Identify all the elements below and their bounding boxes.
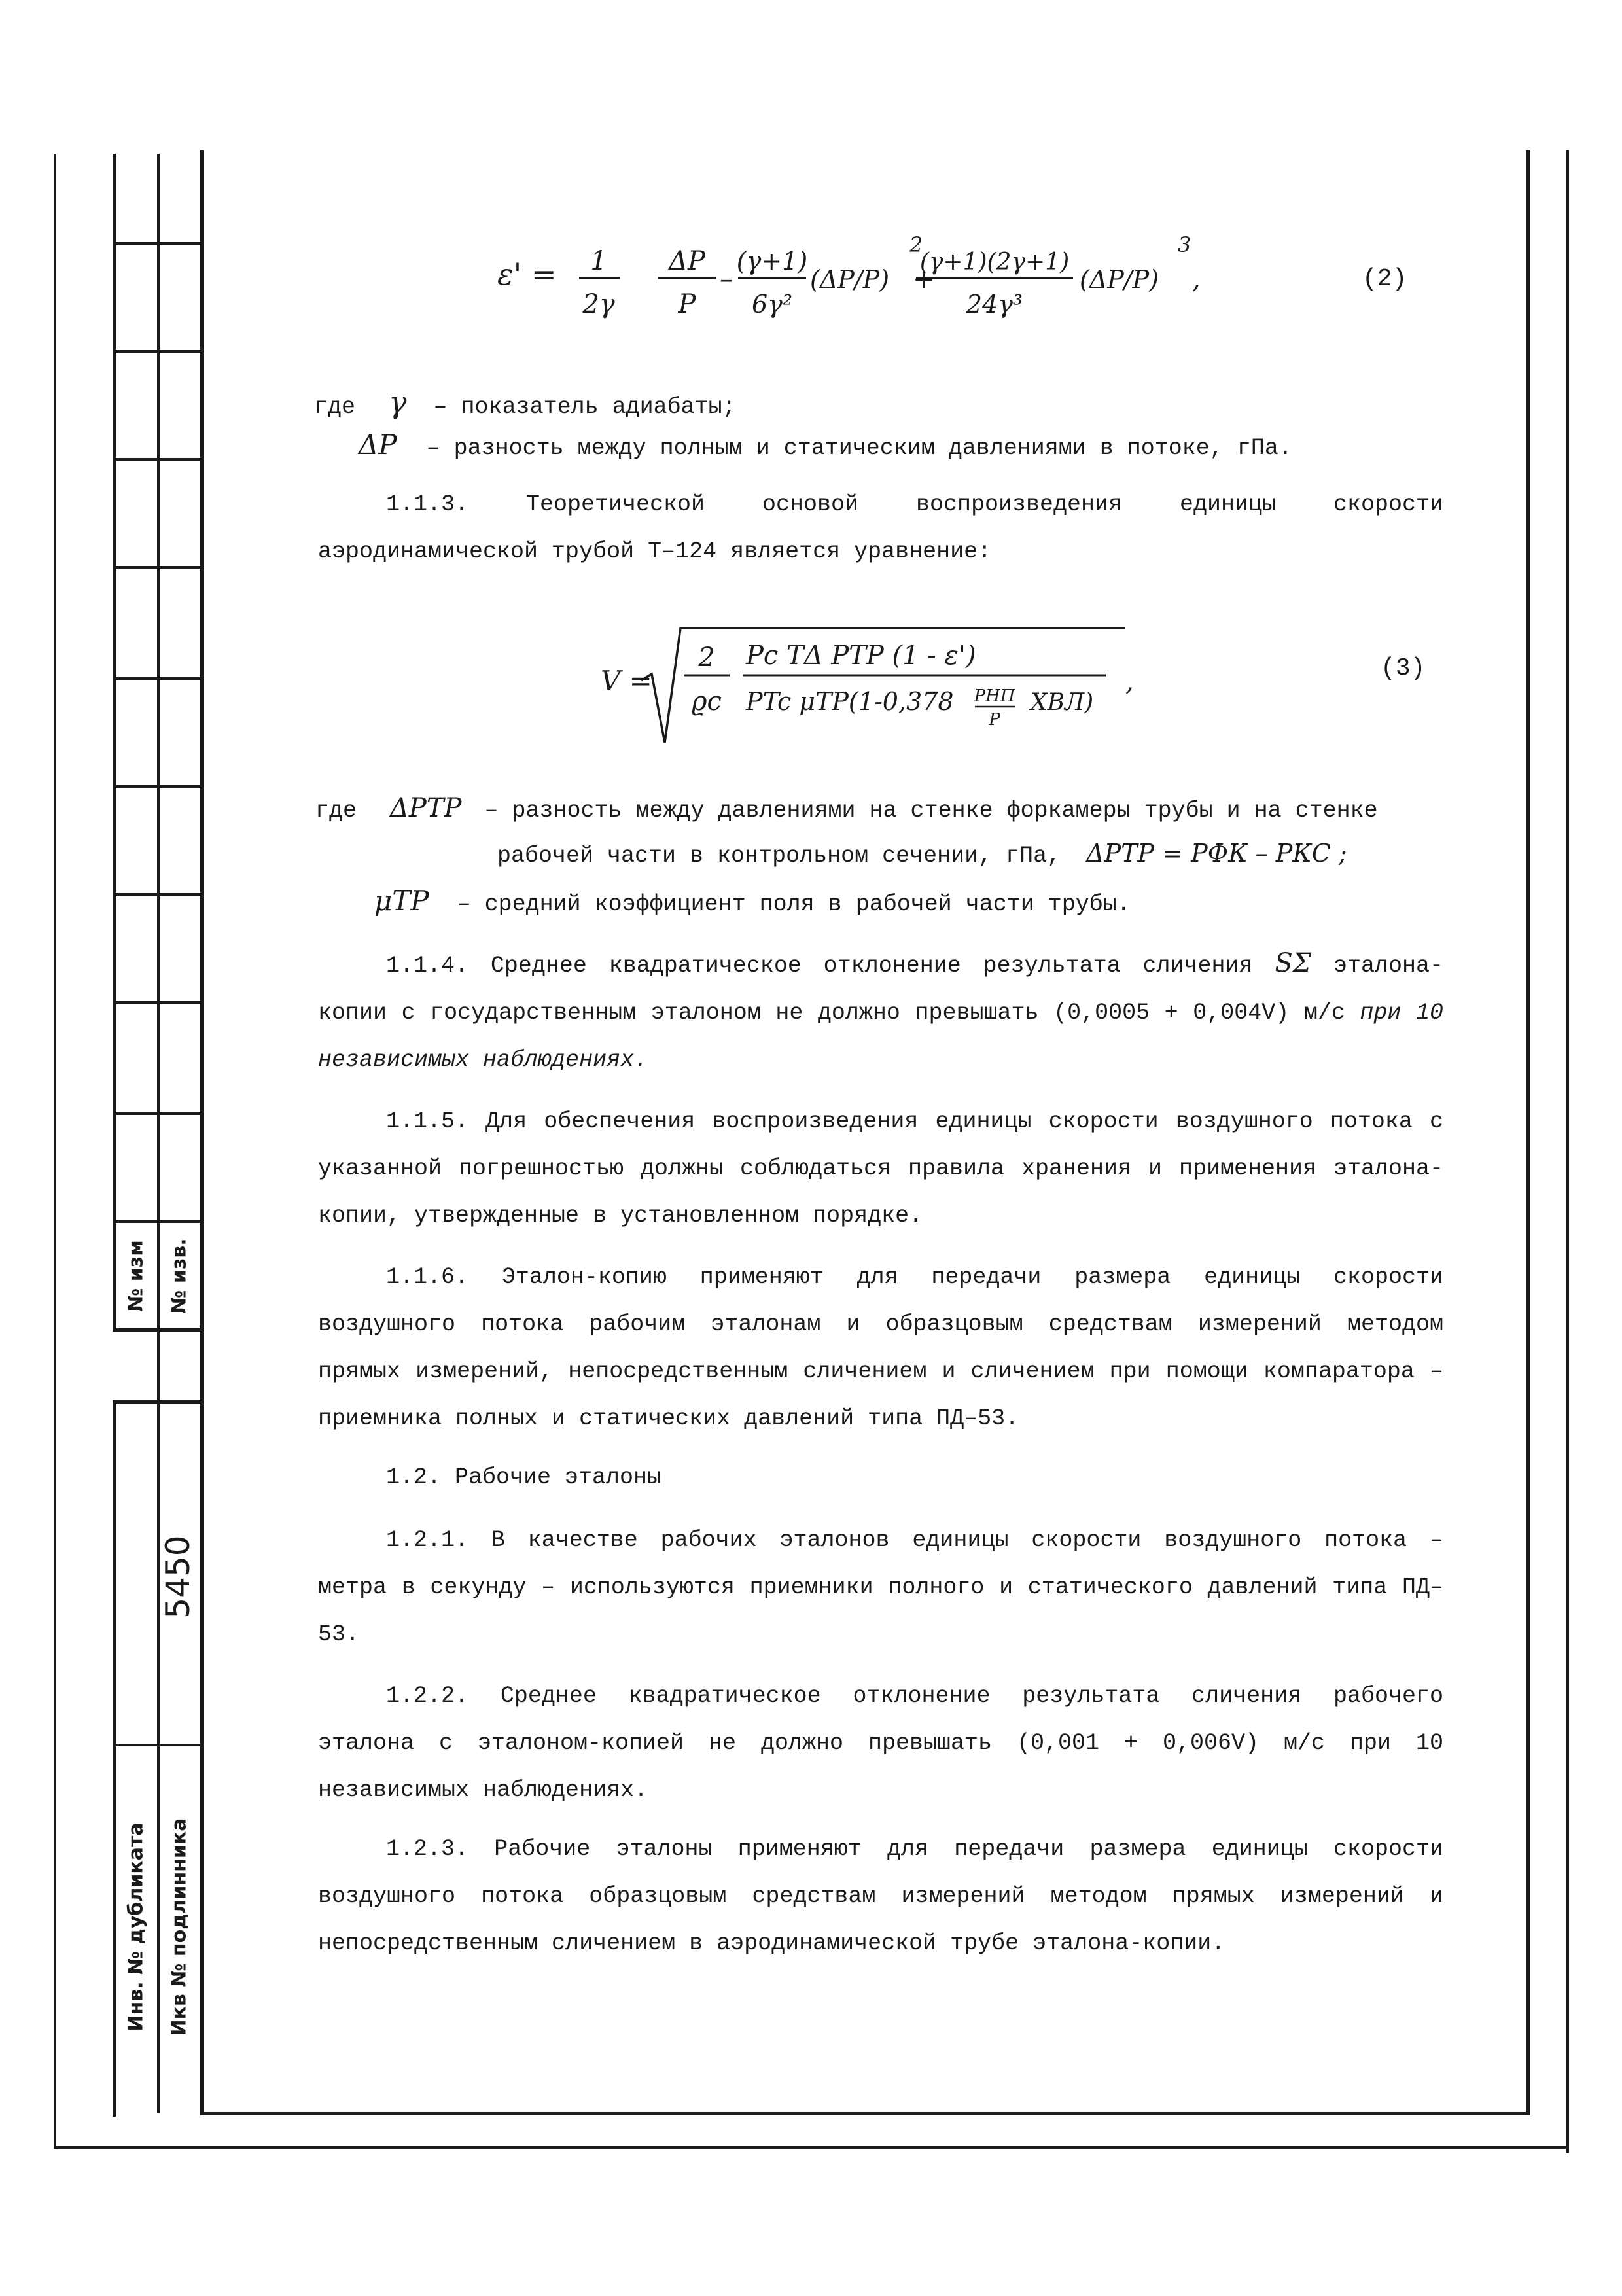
eq2-f2-num: ΔP (669, 246, 705, 276)
definition-gamma (314, 385, 736, 420)
paragraph-1-1-5: 1.1.5. Для обеспечения воспроизведения единицы скорости воздушного потока с указанной погрешностью должны соблюдаться правила хранения и применения эталона-копии, утвержденные в установленном порядке. (318, 1108, 1443, 1229)
def-prefix: где (314, 394, 356, 420)
delta-p-symbol: ΔP (359, 429, 397, 461)
eq2-plus: + (913, 264, 935, 294)
eq3-f1-num: 2 (698, 643, 715, 673)
def-text: рабочей части в контрольном сечении, гПа, (497, 843, 1061, 869)
eq2-term3-exp: 3 (1178, 232, 1191, 257)
equation-2 (497, 232, 1201, 319)
s-sigma-symbol: SΣ (1275, 948, 1312, 978)
eq3-lhs: V = (601, 665, 652, 697)
equation-3-number: (3) (1381, 654, 1426, 682)
eq3-f1-den: ϱc (692, 686, 722, 716)
eq2-f4-den: 24γ³ (966, 290, 1023, 319)
eq3-f3-den: P (989, 710, 1000, 730)
eq3-f2-den: PTc μТР(1-0,378 (746, 687, 954, 716)
def-text: – разность между полным и статическим давлениями в потоке, гПа. (426, 435, 1292, 461)
eq3-f2-den-tail: XВЛ) (1031, 689, 1094, 716)
def-text: – средний коэффициент поля в рабочей части трубы. (457, 891, 1131, 917)
paragraph-1-2-2: 1.2.2. Среднее квадратическое отклонение результата сличения рабочего эталона с эталоном-копией не должно превышать (0,001 + 0,006V) м/с при 10 независимых наблюдениях. (318, 1683, 1443, 1803)
paragraph-1-1-3: 1.1.3. Теоретической основой воспроизведения единицы скорости аэродинамической трубой Т–124 является уравнение: (318, 491, 1443, 565)
eq2-f3-den: 6γ² (751, 290, 793, 319)
definition-delta-p-tr-cont (497, 839, 1347, 869)
equation-2-number: (2) (1362, 265, 1407, 293)
paragraph-1-1-6: 1.1.6. Эталон-копию применяют для передачи размера единицы скорости воздушного потока рабочим эталонам и образцовым средствам измерений методом прямых измерений, непосредственным сличением и сличением при помощи компаратора – приемника полных и статических давлений типа ПД–53. (318, 1264, 1443, 1432)
eq2-term2-exp: 2 (909, 232, 923, 257)
delta-p-tr-symbol: ΔPТР (390, 793, 462, 823)
def-prefix: где (315, 798, 357, 824)
eq2-comma: , (1192, 264, 1201, 294)
eq2-f1-num: 1 (590, 246, 607, 276)
eq2-lhs: ε' = (497, 256, 557, 292)
eq3-f2-num: Pc TΔ PТР (1 - ε') (746, 641, 976, 671)
eq2-f4-num: (γ+1)(2γ+1) (919, 249, 1070, 275)
heading-1-2: 1.2. Рабочие эталоны (386, 1464, 661, 1491)
eq3-f3-num: PНП (974, 686, 1015, 706)
paragraph-1-2-3: 1.2.3. Рабочие эталоны применяют для передачи размера единицы скорости воздушного потока образцовым средствам измерений методом прямых измерений и непосредственным сличением в аэродинамической трубе эталона-копии. (318, 1836, 1443, 1956)
definition-mu-tr (374, 885, 1131, 917)
definition-delta-p (359, 429, 1292, 461)
mu-tr-symbol: μТР (374, 885, 429, 917)
p114-text-b: эталона-копии с государственным эталоном не должно превышать (0,0005 + 0,004V) м/с (318, 953, 1443, 1026)
definition-delta-p-tr (315, 793, 1378, 824)
eq3-comma: , (1125, 667, 1134, 697)
eq2-term2-base: (ΔP/P) (810, 265, 890, 294)
gamma-symbol: γ (389, 385, 407, 420)
paragraph-1-1-4 (318, 940, 1443, 1084)
eq2-f2-den: P (678, 289, 696, 319)
equation-3 (601, 628, 1134, 743)
p114-text-a: 1.1.4. Среднее квадратическое отклонение результата сличения (386, 953, 1253, 979)
paragraph-1-2-1: 1.2.1. В качестве рабочих эталонов единицы скорости воздушного потока – метра в секунду – используются приемники полного и статического давлений типа ПД–53. (318, 1527, 1443, 1648)
def-text: – показатель адиабаты; (433, 394, 736, 420)
delta-p-tr-formula: ΔPТР = PФК – PКС ; (1086, 839, 1347, 868)
eq2-minus: – (720, 264, 733, 294)
eq2-term3-base: (ΔP/P) (1080, 265, 1159, 294)
document-page: № изм № изв. 5450 Инв. № дубликата Икв № подлинника ε' = 1 2γ ΔP P – (γ+1) 6γ² (ΔP/P) 2 + (γ+1)(2γ+1) 24γ³ (ΔP/P) 3 , V = 2 ϱc Pc TΔ PТР (1 - ε') PTc μТР(1-0,378 PНП P XВЛ) , (2) (3) где γ – показатель адиабаты; ΔP – разность между полным и статическим давлениями в потоке, гПа. 1.1.3. Теоретической основой воспроизведения единицы скорости аэродинамической трубой Т–124 является уравнение: где ΔPТР – разность между давлениями на стенке форкамеры трубы и на стенке рабочей части в контрольном сечении, гПа, ΔPТР = PФК – PКС ; μТР – средний коэффициент поля в рабочей части трубы. 1.1.4. Среднее квадратическое отклонение результата сличения SΣ эталона-копии с государственным эталоном не должно превышать (0,0005 + 0,004V) м/с при 10 независимых наблюдениях. 1.1.5. Для обеспечения воспроизведения единицы скорости воздушного потока с указанной погрешностью должны соблюдаться правила хранения и применения эталона-копии, утвержденные в установленном порядке. 1.1.6. Эталон-копию применяют для передачи размера единицы скорости воздушного потока рабочим эталонам и образцовым средствам измерений методом прямых измерений, непосредственным сличением и сличением при помощи компаратора – приемника полных и статических давлений типа ПД–53. 1.2. Рабочие эталоны 1.2.1. В качестве рабочих эталонов единицы скорости воздушного потока – метра в секунду – используются приемники полного и статического давлений типа ПД–53. 1.2.2. Среднее квадратическое отклонение результата сличения рабочего эталона с эталоном-копией не должно превышать (0,001 + 0,006V) м/с при 10 независимых наблюдениях. 1.2.3. Рабочие эталоны применяют для передачи размера единицы скорости воздушного потока образцовым средствам измерений методом прямых измерений и непосредственным сличением в аэродинамической трубе эталона-копии. (0, 0, 1622, 2296)
eq2-f1-den: 2γ (582, 289, 615, 319)
eq2-f3-num: (γ+1) (736, 247, 808, 275)
p114-text-c: при 10 независимых наблюдениях. (318, 1000, 1443, 1073)
def-text: – разность между давлениями на стенке форкамеры трубы и на стенке (484, 798, 1378, 824)
